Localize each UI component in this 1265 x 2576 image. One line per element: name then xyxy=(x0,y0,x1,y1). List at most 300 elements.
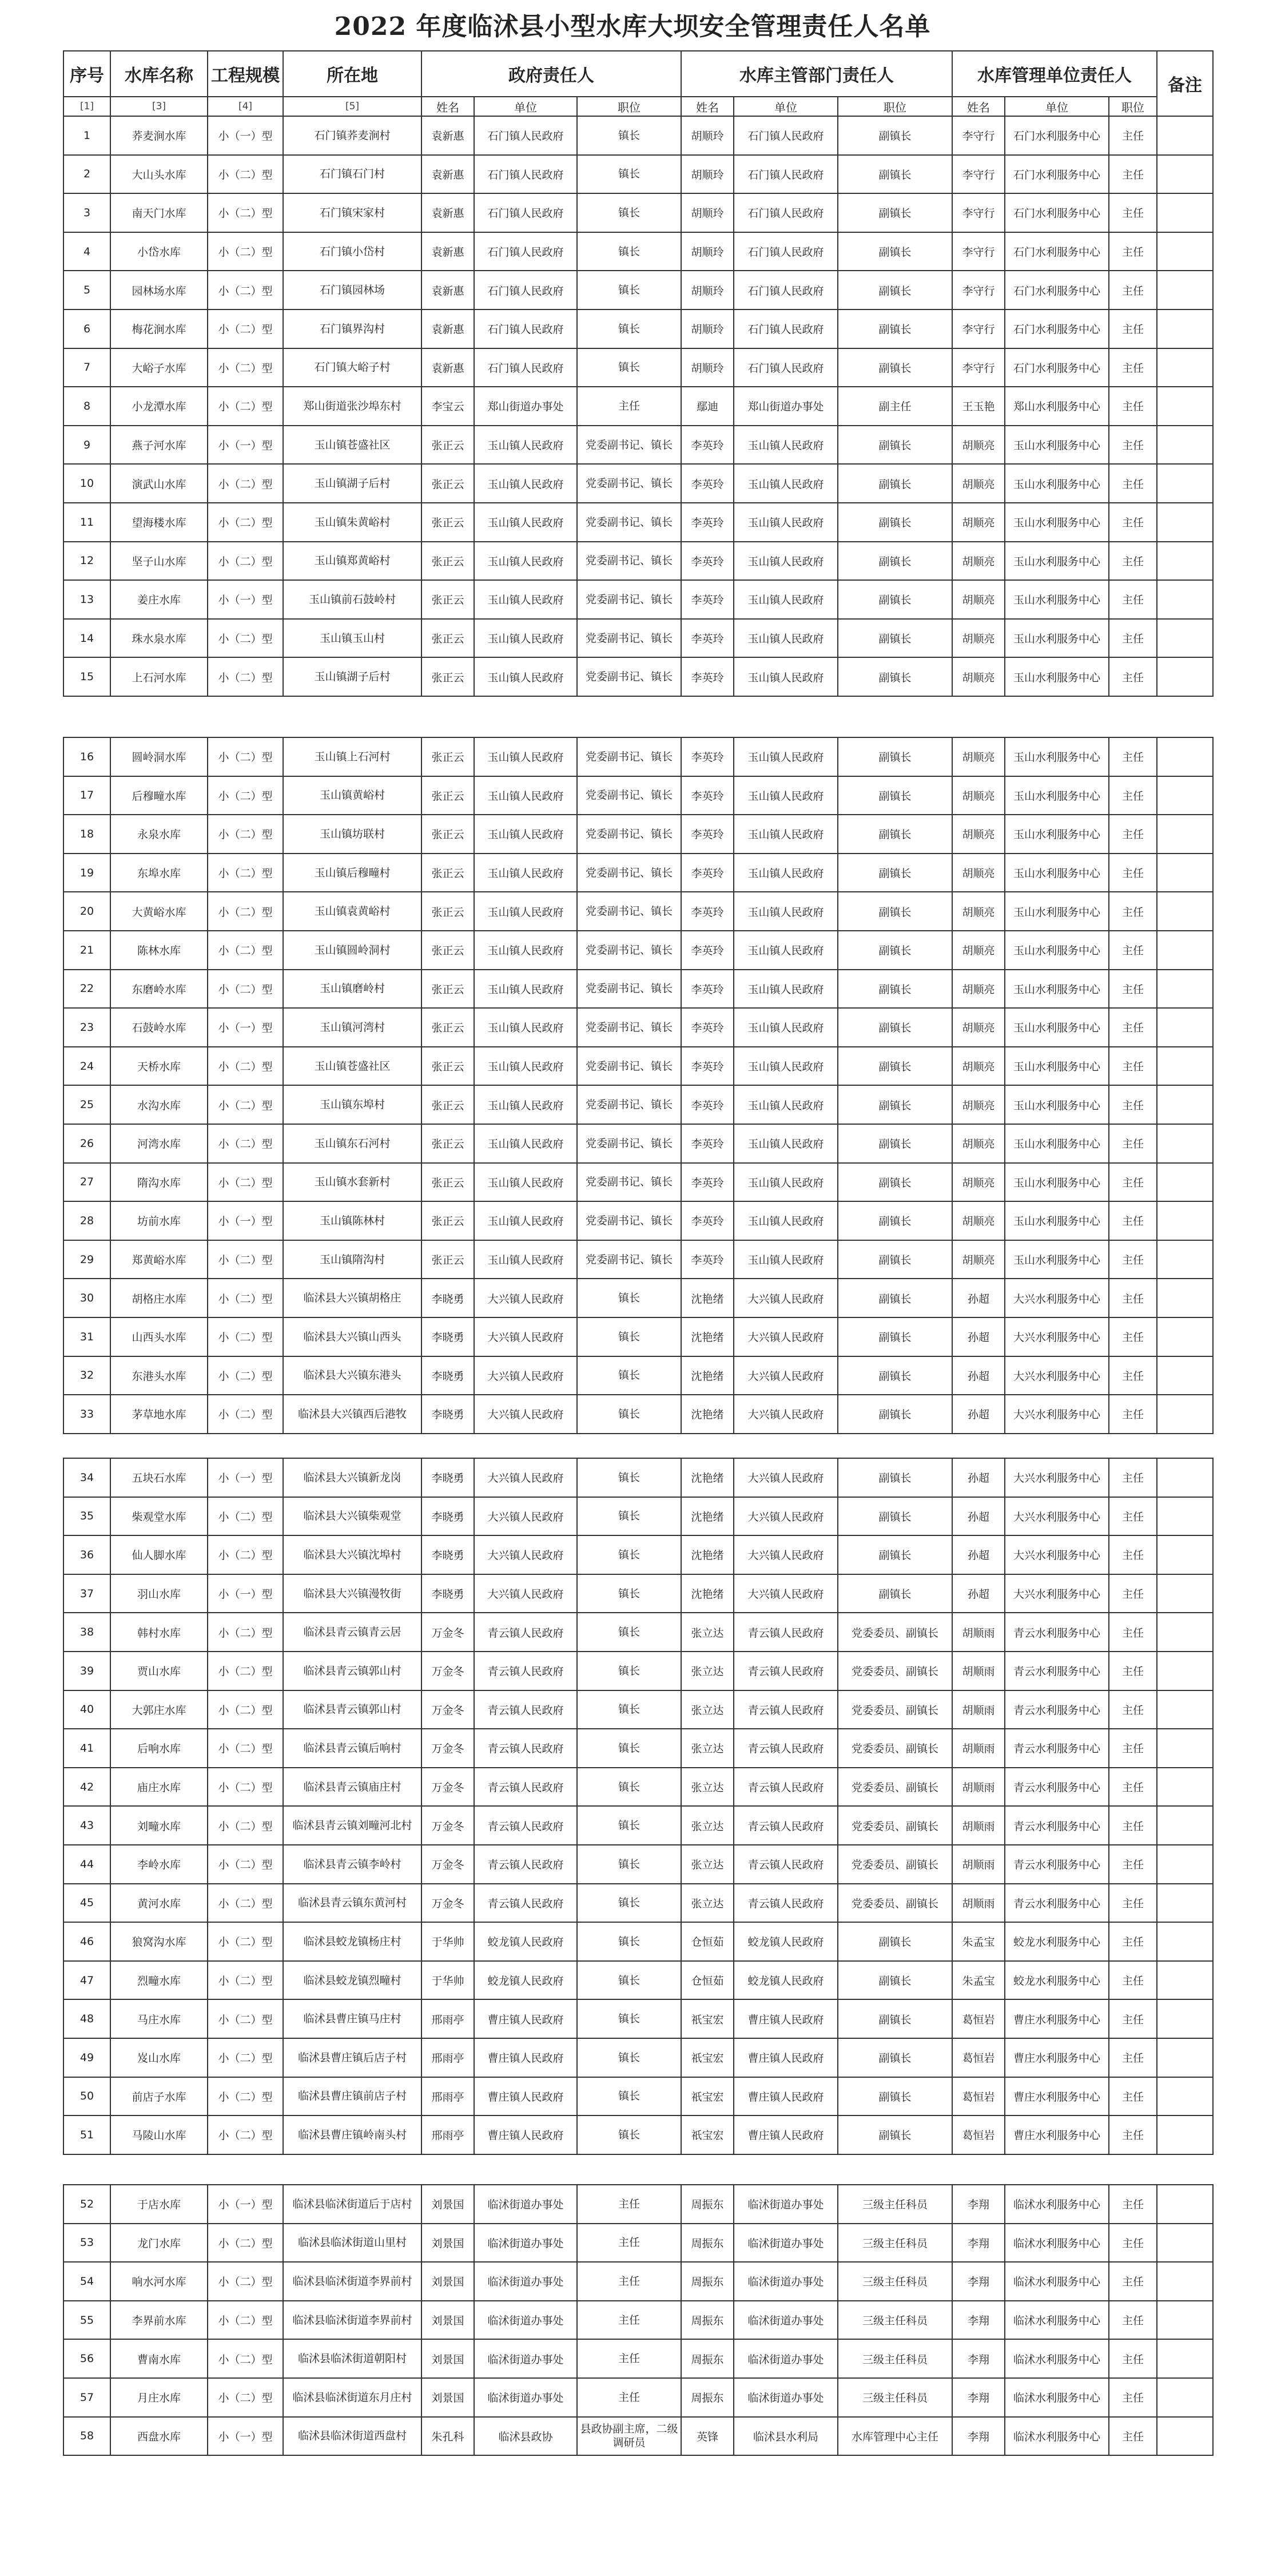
table-cell: 玉山水利服务中心 xyxy=(1005,464,1109,503)
remark-cell xyxy=(1157,1535,1213,1574)
table-cell: 曹南水库 xyxy=(110,2339,208,2378)
table-cell: 葛恒岩 xyxy=(952,1999,1005,2038)
table-cell: 张正云 xyxy=(421,931,474,970)
table-cell: 李英玲 xyxy=(681,1085,734,1124)
table-cell: 李英玲 xyxy=(681,815,734,854)
table-cell: 临沭县政协 xyxy=(474,2417,577,2456)
table-cell: 39 xyxy=(63,1652,110,1690)
table-cell: 玉山镇玉山村 xyxy=(283,619,421,658)
table-cell: 主任 xyxy=(1109,854,1157,892)
table-cell: 党委委员、副镇长 xyxy=(838,1884,952,1923)
table-cell: 小（二）型 xyxy=(208,737,283,776)
table-cell: 临沭街道办事处 xyxy=(474,2224,577,2263)
table-cell: 党委副书记、镇长 xyxy=(577,1008,681,1047)
table-cell: 临沭县大兴镇新龙岗 xyxy=(283,1458,421,1497)
table-cell: 主任 xyxy=(1109,193,1157,232)
table-cell: 石门镇界沟村 xyxy=(283,309,421,348)
table-cell: 15 xyxy=(63,657,110,696)
table-row xyxy=(63,1652,1213,1690)
table-cell: 岌山水库 xyxy=(110,2038,208,2077)
table-cell: 蛟龙水利服务中心 xyxy=(1005,1961,1109,2000)
table-cell: 李晓勇 xyxy=(421,1395,474,1434)
table-cell: 玉山镇人民政府 xyxy=(474,542,577,581)
table-cell: 48 xyxy=(63,1999,110,2038)
table-cell: 李守行 xyxy=(952,271,1005,309)
table-cell: 副镇长 xyxy=(838,1574,952,1613)
table-cell: 沈艳绪 xyxy=(681,1279,734,1317)
table-cell: 小（二）型 xyxy=(208,2224,283,2263)
table-cell: 胡顺玲 xyxy=(681,348,734,387)
table-cell: 副镇长 xyxy=(838,970,952,1009)
remark-cell xyxy=(1157,503,1213,542)
table-cell: 大兴镇人民政府 xyxy=(734,1395,838,1434)
table-cell: 主任 xyxy=(577,387,681,426)
table-cell: 小（二）型 xyxy=(208,1047,283,1086)
table-cell: 副镇长 xyxy=(838,1124,952,1163)
remark-cell xyxy=(1157,970,1213,1009)
table-cell: 56 xyxy=(63,2339,110,2378)
table-header-row xyxy=(63,51,1213,97)
table-cell: 孙超 xyxy=(952,1317,1005,1356)
table-cell: 袁新惠 xyxy=(421,232,474,271)
table-cell: 祇宝宏 xyxy=(681,2038,734,2077)
table-cell: 五块石水库 xyxy=(110,1458,208,1497)
table-cell: 10 xyxy=(63,464,110,503)
table-cell: 玉山镇人民政府 xyxy=(474,1085,577,1124)
table-cell: 主任 xyxy=(1109,1240,1157,1279)
table-cell: 大兴水利服务中心 xyxy=(1005,1497,1109,1536)
table-cell: 主任 xyxy=(1109,1845,1157,1884)
table-cell: 大兴水利服务中心 xyxy=(1005,1535,1109,1574)
table-cell: 朱孔科 xyxy=(421,2417,474,2456)
table-cell: 玉山镇人民政府 xyxy=(734,1201,838,1240)
table-cell: 李英玲 xyxy=(681,1047,734,1086)
table-cell: 玉山镇袁黄峪村 xyxy=(283,892,421,931)
table-cell: 万金冬 xyxy=(421,1690,474,1729)
table-cell: 镇长 xyxy=(577,1922,681,1961)
subheader-name: 姓名 xyxy=(681,97,734,116)
table-row xyxy=(63,1845,1213,1884)
table-cell: 26 xyxy=(63,1124,110,1163)
table-cell: 29 xyxy=(63,1240,110,1279)
table-cell: 青云水利服务中心 xyxy=(1005,1884,1109,1923)
subheader-name: 姓名 xyxy=(952,97,1005,116)
table-cell: 党委副书记、镇长 xyxy=(577,657,681,696)
table-cell: 主任 xyxy=(1109,970,1157,1009)
table-cell: 李翔 xyxy=(952,2262,1005,2301)
subheader-org: 单位 xyxy=(474,97,577,116)
table-cell: 主任 xyxy=(1109,348,1157,387)
table-cell: 李守行 xyxy=(952,348,1005,387)
table-cell: 胡顺玲 xyxy=(681,309,734,348)
table-cell: 郑山水利服务中心 xyxy=(1005,387,1109,426)
table-cell: 镇长 xyxy=(577,348,681,387)
table-cell: 玉山镇上石河村 xyxy=(283,737,421,776)
table-row xyxy=(63,1279,1213,1317)
table-cell: 党委委员、副镇长 xyxy=(838,1690,952,1729)
table-cell: 石门镇人民政府 xyxy=(734,348,838,387)
table-cell: 小（二）型 xyxy=(208,2262,283,2301)
table-cell: 临沭县曹庄镇马庄村 xyxy=(283,1999,421,2038)
table-cell: 24 xyxy=(63,1047,110,1086)
table-cell: 玉山水利服务中心 xyxy=(1005,1240,1109,1279)
remark-cell xyxy=(1157,2339,1213,2378)
remark-cell xyxy=(1157,116,1213,155)
remark-cell xyxy=(1157,580,1213,619)
remark-cell xyxy=(1157,1163,1213,1202)
table-cell: 小（二）型 xyxy=(208,2378,283,2417)
table-cell: 6 xyxy=(63,309,110,348)
table-cell: 大兴镇人民政府 xyxy=(474,1535,577,1574)
table-cell: 副镇长 xyxy=(838,116,952,155)
table-cell: 16 xyxy=(63,737,110,776)
table-cell: 玉山镇人民政府 xyxy=(474,657,577,696)
table-cell: 祇宝宏 xyxy=(681,1999,734,2038)
table-cell: 李晓勇 xyxy=(421,1535,474,1574)
table-cell: 20 xyxy=(63,892,110,931)
table-cell: 石门镇人民政府 xyxy=(734,232,838,271)
table-cell: 主任 xyxy=(1109,1574,1157,1613)
table-cell: 小龙潭水库 xyxy=(110,387,208,426)
table-cell: 玉山镇湖子后村 xyxy=(283,464,421,503)
table-cell: 小（二）型 xyxy=(208,1240,283,1279)
table-cell: 水库管理中心主任 xyxy=(838,2417,952,2456)
table-cell: 玉山水利服务中心 xyxy=(1005,1124,1109,1163)
table-cell: 主任 xyxy=(1109,232,1157,271)
table-cell: 玉山镇郑黄峪村 xyxy=(283,542,421,581)
table-cell: 玉山镇人民政府 xyxy=(734,1008,838,1047)
table-row xyxy=(63,2077,1213,2116)
table-row xyxy=(63,2185,1213,2224)
table-cell: 临沭县临沭街道后于店村 xyxy=(283,2185,421,2224)
table-cell: 4 xyxy=(63,232,110,271)
table-cell: 圆岭洞水库 xyxy=(110,737,208,776)
table-row xyxy=(63,854,1213,892)
table-row xyxy=(63,2115,1213,2154)
table-cell: 临沭街道办事处 xyxy=(474,2339,577,2378)
table-cell: 曹庄水利服务中心 xyxy=(1005,1999,1109,2038)
table-row xyxy=(63,1768,1213,1807)
table-cell: 镇长 xyxy=(577,155,681,194)
table-cell: 小（二）型 xyxy=(208,542,283,581)
table-cell: 49 xyxy=(63,2038,110,2077)
table-cell: 镇长 xyxy=(577,232,681,271)
table-cell: 玉山水利服务中心 xyxy=(1005,892,1109,931)
table-cell: 胡顺亮 xyxy=(952,426,1005,465)
remark-cell xyxy=(1157,426,1213,465)
table-cell: 胡顺雨 xyxy=(952,1806,1005,1845)
table-cell: 刘景国 xyxy=(421,2262,474,2301)
table-cell: 副镇长 xyxy=(838,1279,952,1317)
table-cell: 李英玲 xyxy=(681,503,734,542)
table-cell: 22 xyxy=(63,970,110,1009)
table-cell: 玉山水利服务中心 xyxy=(1005,580,1109,619)
table-cell: 主任 xyxy=(1109,1999,1157,2038)
table-cell: 大兴镇人民政府 xyxy=(734,1497,838,1536)
table-cell: 玉山镇黄峪村 xyxy=(283,776,421,815)
table-cell: 胡顺雨 xyxy=(952,1768,1005,1807)
table-cell: 8 xyxy=(63,387,110,426)
table-cell: 副镇长 xyxy=(838,232,952,271)
table-cell: 副镇长 xyxy=(838,309,952,348)
table-cell: 玉山水利服务中心 xyxy=(1005,1085,1109,1124)
table-cell: 张正云 xyxy=(421,619,474,658)
table-cell: 玉山镇人民政府 xyxy=(474,1008,577,1047)
table-cell: 主任 xyxy=(1109,1652,1157,1690)
table-cell: 沈艳绪 xyxy=(681,1395,734,1434)
table-cell: 大兴镇人民政府 xyxy=(734,1535,838,1574)
table-cell: 主任 xyxy=(1109,1279,1157,1317)
table-cell: 小（二）型 xyxy=(208,348,283,387)
table-row xyxy=(63,815,1213,854)
table-cell: 玉山水利服务中心 xyxy=(1005,619,1109,658)
table-cell: 胡顺玲 xyxy=(681,155,734,194)
table-cell: 荞麦涧水库 xyxy=(110,116,208,155)
table-cell: 蛟龙镇人民政府 xyxy=(734,1961,838,2000)
subheader-name: 姓名 xyxy=(421,97,474,116)
remark-cell xyxy=(1157,2115,1213,2154)
table-cell: 英锋 xyxy=(681,2417,734,2456)
table-cell: 张正云 xyxy=(421,776,474,815)
table-cell: 李翔 xyxy=(952,2185,1005,2224)
table-cell: 主任 xyxy=(1109,931,1157,970)
table-row xyxy=(63,232,1213,271)
table-cell: 主任 xyxy=(1109,1356,1157,1395)
table-cell: 李晓勇 xyxy=(421,1317,474,1356)
table-cell: 主任 xyxy=(1109,2301,1157,2340)
table-cell: 上石河水库 xyxy=(110,657,208,696)
table-cell: 沈艳绪 xyxy=(681,1574,734,1613)
table-cell: 53 xyxy=(63,2224,110,2263)
table-cell: 小（二）型 xyxy=(208,2115,283,2154)
table-cell: 李守行 xyxy=(952,232,1005,271)
subheader-org: 单位 xyxy=(734,97,838,116)
table-cell: 小（二）型 xyxy=(208,1535,283,1574)
subheader-post: 职位 xyxy=(838,97,952,116)
table-cell: 青云镇人民政府 xyxy=(734,1729,838,1768)
table-cell: 李英玲 xyxy=(681,737,734,776)
table-cell: 大黄峪水库 xyxy=(110,892,208,931)
responsibility-table xyxy=(63,737,1214,1434)
table-cell: 胡顺亮 xyxy=(952,503,1005,542)
table-cell: 主任 xyxy=(577,2339,681,2378)
table-cell: 胡顺亮 xyxy=(952,737,1005,776)
table-cell: 李英玲 xyxy=(681,1163,734,1202)
table-cell: 万金冬 xyxy=(421,1768,474,1807)
table-cell: 胡顺亮 xyxy=(952,892,1005,931)
table-cell: 李晓勇 xyxy=(421,1279,474,1317)
table-cell: 小（一）型 xyxy=(208,116,283,155)
table-cell: 李翔 xyxy=(952,2417,1005,2456)
table-cell: 党委委员、副镇长 xyxy=(838,1729,952,1768)
table-cell: 主任 xyxy=(1109,1806,1157,1845)
table-cell: 玉山镇苍盛社区 xyxy=(283,426,421,465)
table-cell: 石门镇大峪子村 xyxy=(283,348,421,387)
table-cell: 大兴镇人民政府 xyxy=(474,1458,577,1497)
table-cell: 胡顺亮 xyxy=(952,1240,1005,1279)
table-cell: 玉山镇人民政府 xyxy=(734,1163,838,1202)
table-cell: 副镇长 xyxy=(838,542,952,581)
table-cell: 石门镇人民政府 xyxy=(734,309,838,348)
table-cell: 坊前水库 xyxy=(110,1201,208,1240)
table-cell: 临沭县青云镇庙庄村 xyxy=(283,1768,421,1807)
table-cell: 胡顺亮 xyxy=(952,464,1005,503)
table-cell: 望海楼水库 xyxy=(110,503,208,542)
table-cell: 李英玲 xyxy=(681,970,734,1009)
table-cell: 大兴镇人民政府 xyxy=(474,1395,577,1434)
table-cell: 临沭县大兴镇胡格庄 xyxy=(283,1279,421,1317)
table-cell: 玉山镇人民政府 xyxy=(474,931,577,970)
table-cell: 李英玲 xyxy=(681,657,734,696)
table-cell: 36 xyxy=(63,1535,110,1574)
table-cell: 孙超 xyxy=(952,1574,1005,1613)
table-cell: 镇长 xyxy=(577,1961,681,2000)
table-row xyxy=(63,1961,1213,2000)
table-cell: 石门水利服务中心 xyxy=(1005,155,1109,194)
remark-cell xyxy=(1157,815,1213,854)
table-cell: 主任 xyxy=(1109,2185,1157,2224)
table-cell: 孙超 xyxy=(952,1535,1005,1574)
table-cell: 主任 xyxy=(1109,1317,1157,1356)
table-cell: 玉山镇人民政府 xyxy=(734,619,838,658)
table-cell: 13 xyxy=(63,580,110,619)
remark-cell xyxy=(1157,1047,1213,1086)
table-cell: 副镇长 xyxy=(838,155,952,194)
table-cell: 党委委员、副镇长 xyxy=(838,1613,952,1652)
table-cell: 张正云 xyxy=(421,1124,474,1163)
table-cell: 曹庄镇人民政府 xyxy=(474,1999,577,2038)
table-cell: 主任 xyxy=(1109,1613,1157,1652)
table-cell: 小（一）型 xyxy=(208,1458,283,1497)
table-cell: 党委副书记、镇长 xyxy=(577,815,681,854)
table-cell: 石门镇人民政府 xyxy=(474,232,577,271)
header-seq: 序号 xyxy=(63,51,110,97)
table-cell: 玉山镇人民政府 xyxy=(474,970,577,1009)
table-cell: 万金冬 xyxy=(421,1613,474,1652)
table-cell: 副镇长 xyxy=(838,619,952,658)
table-cell: 胡顺亮 xyxy=(952,854,1005,892)
table-cell: 副镇长 xyxy=(838,931,952,970)
column-index-label: [1] xyxy=(63,97,110,116)
table-cell: 临沭街道办事处 xyxy=(474,2185,577,2224)
remark-cell xyxy=(1157,2378,1213,2417)
table-row xyxy=(63,2224,1213,2263)
table-cell: 18 xyxy=(63,815,110,854)
table-row xyxy=(63,1356,1213,1395)
table-cell: 县政协副主席，二级调研员 xyxy=(577,2417,681,2456)
table-cell: 刘景国 xyxy=(421,2224,474,2263)
table-cell: 31 xyxy=(63,1317,110,1356)
table-cell: 马庄水库 xyxy=(110,1999,208,2038)
table-cell: 曹庄镇人民政府 xyxy=(474,2038,577,2077)
table-cell: 11 xyxy=(63,503,110,542)
table-cell: 石门水利服务中心 xyxy=(1005,116,1109,155)
table-cell: 党委委员、副镇长 xyxy=(838,1768,952,1807)
table-cell: 李英玲 xyxy=(681,580,734,619)
table-cell: 袁新惠 xyxy=(421,193,474,232)
remark-cell xyxy=(1157,1240,1213,1279)
table-cell: 小（一）型 xyxy=(208,1201,283,1240)
table-cell: 临沭县临沭街道西盘村 xyxy=(283,2417,421,2456)
table-segment-3 xyxy=(63,1458,1214,2155)
remark-cell xyxy=(1157,1729,1213,1768)
table-cell: 党委副书记、镇长 xyxy=(577,426,681,465)
table-cell: 党委委员、副镇长 xyxy=(838,1806,952,1845)
table-cell: 万金冬 xyxy=(421,1806,474,1845)
table-row xyxy=(63,2262,1213,2301)
table-cell: 37 xyxy=(63,1574,110,1613)
table-cell: 党委副书记、镇长 xyxy=(577,503,681,542)
table-cell: 大兴水利服务中心 xyxy=(1005,1317,1109,1356)
table-cell: 玉山镇人民政府 xyxy=(734,542,838,581)
table-cell: 临沭街道办事处 xyxy=(734,2185,838,2224)
table-cell: 副镇长 xyxy=(838,1458,952,1497)
table-cell: 52 xyxy=(63,2185,110,2224)
table-cell: 张正云 xyxy=(421,1240,474,1279)
table-cell: 张正云 xyxy=(421,542,474,581)
remark-cell xyxy=(1157,1395,1213,1434)
table-row xyxy=(63,2339,1213,2378)
table-cell: 28 xyxy=(63,1201,110,1240)
table-row xyxy=(63,892,1213,931)
table-cell: 羽山水库 xyxy=(110,1574,208,1613)
table-cell: 邢雨亭 xyxy=(421,2038,474,2077)
table-cell: 主任 xyxy=(577,2378,681,2417)
table-row xyxy=(63,464,1213,503)
table-cell: 小（二）型 xyxy=(208,892,283,931)
table-cell: 祇宝宏 xyxy=(681,2077,734,2116)
table-cell: 小（一）型 xyxy=(208,426,283,465)
table-cell: 鄢迪 xyxy=(681,387,734,426)
table-cell: 主任 xyxy=(1109,542,1157,581)
table-cell: 胡顺玲 xyxy=(681,116,734,155)
table-cell: 玉山水利服务中心 xyxy=(1005,542,1109,581)
table-cell: 大兴水利服务中心 xyxy=(1005,1458,1109,1497)
header-gov-responsible: 政府责任人 xyxy=(421,51,681,97)
table-cell: 石门水利服务中心 xyxy=(1005,193,1109,232)
table-cell: 镇长 xyxy=(577,1497,681,1536)
table-row xyxy=(63,2378,1213,2417)
table-cell: 胡顺雨 xyxy=(952,1729,1005,1768)
table-cell: 42 xyxy=(63,1768,110,1807)
table-cell: 胡顺亮 xyxy=(952,542,1005,581)
table-cell: 葛恒岩 xyxy=(952,2115,1005,2154)
table-cell: 曹庄镇人民政府 xyxy=(734,2115,838,2154)
table-cell: 曹庄镇人民政府 xyxy=(734,2038,838,2077)
table-cell: 大兴水利服务中心 xyxy=(1005,1395,1109,1434)
table-cell: 石门镇人民政府 xyxy=(734,155,838,194)
table-cell: 姜庄水库 xyxy=(110,580,208,619)
table-cell: 胡顺亮 xyxy=(952,1047,1005,1086)
table-cell: 副主任 xyxy=(838,387,952,426)
table-cell: 青云镇人民政府 xyxy=(474,1652,577,1690)
table-cell: 镇长 xyxy=(577,271,681,309)
table-cell: 大兴镇人民政府 xyxy=(474,1356,577,1395)
table-cell: 玉山镇人民政府 xyxy=(734,657,838,696)
table-cell: 大兴水利服务中心 xyxy=(1005,1574,1109,1613)
table-cell: 朱孟宝 xyxy=(952,1961,1005,2000)
table-row xyxy=(63,1163,1213,1202)
table-cell: 张正云 xyxy=(421,426,474,465)
table-cell: 玉山镇人民政府 xyxy=(474,1047,577,1086)
table-cell: 张立达 xyxy=(681,1690,734,1729)
table-cell: 大兴水利服务中心 xyxy=(1005,1356,1109,1395)
table-row xyxy=(63,542,1213,581)
table-cell: 临沭街道办事处 xyxy=(474,2262,577,2301)
table-cell: 临沭县青云镇青云居 xyxy=(283,1613,421,1652)
table-cell: 孙超 xyxy=(952,1356,1005,1395)
table-cell: 张立达 xyxy=(681,1613,734,1652)
